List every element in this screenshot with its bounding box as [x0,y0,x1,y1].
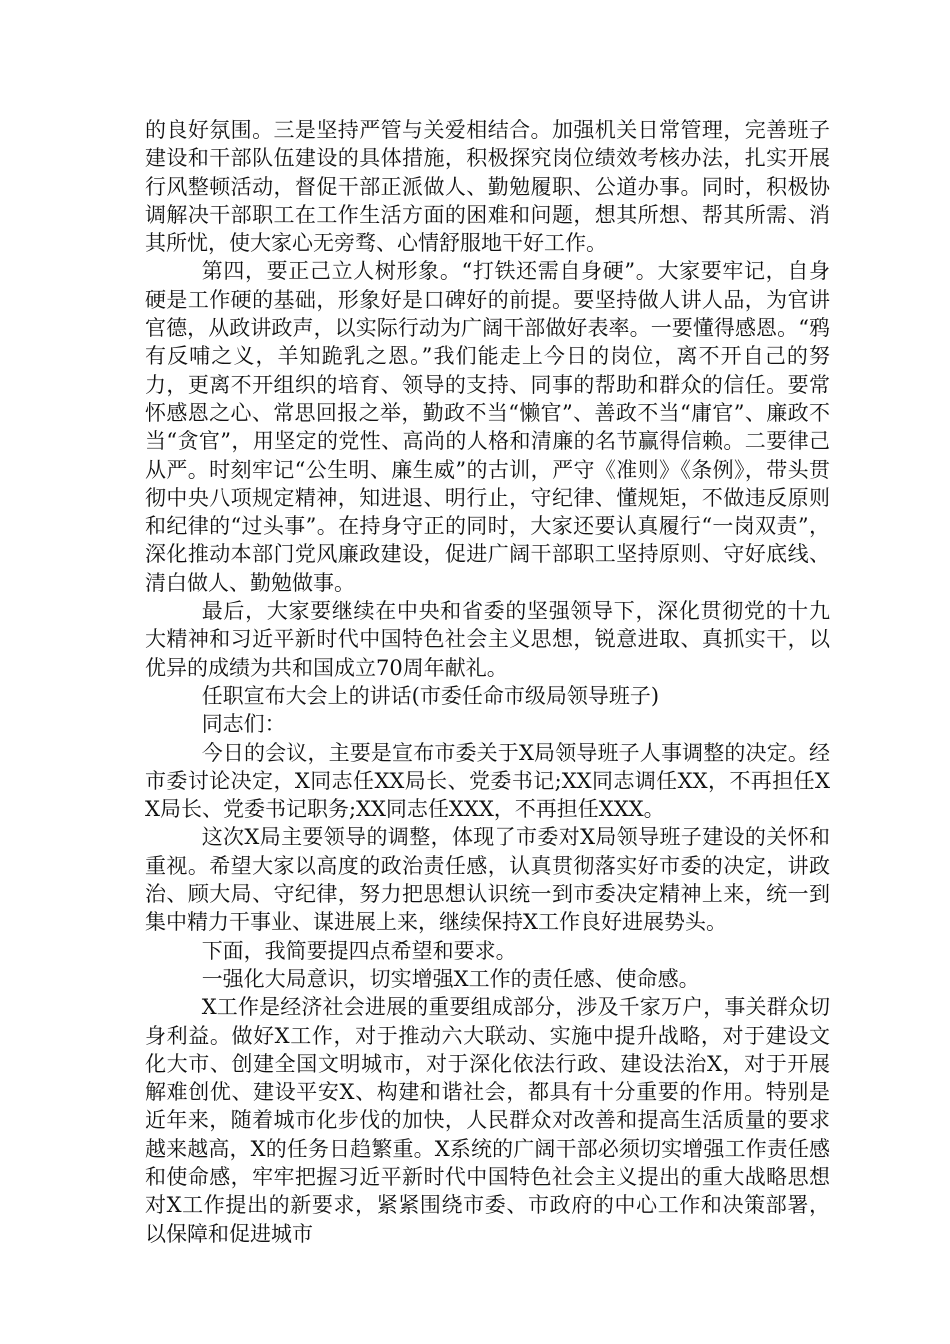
paragraph: 的良好氛围。三是坚持严管与关爱相结合。加强机关日常管理，完善班子建设和干部队伍建设的具体措施，积极探究岗位绩效考核办法，扎实开展行风整顿活动，督促干部正派做人、勤勉履职、公道办事。同时，积极协调解决干部职工在工作生活方面的困难和问题，想其所想、帮其所需、消其所忧，使大家心无旁骛、心情舒服地干好工作。 [145,118,830,256]
document-body [145,116,830,1248]
paragraph: 第四，要正己立人树形象。“打铁还需自身硬”。大家要牢记，自身硬是工作硬的基础，形象好是口碑好的前提。要坚持做人讲人品，为官讲官德，从政讲政声，以实际行动为广阔干部做好表率。一要懂得感恩。“鸦有反哺之义，羊知跪乳之恩。”我们能走上今日的岗位，离不开自己的努力，更离不开组织的培育、领导的支持、同事的帮助和群众的信任。要常怀感恩之心、常思回报之举，勤政不当“懒官”、善政不当“庸官”、廉政不当“贪官”，用坚定的党性、高尚的人格和清廉的名节赢得信赖。二要律己从严。时刻牢记“公生明、廉生威”的古训，严守《准则》《条例》，带头贯彻中央八项规定精神，知进退、明行止，守纪律、懂规矩，不做违反原则和纪律的“过头事”。在持身守正的同时，大家还要认真履行“一岗双责”，深化推动本部门党风廉政建设，促进广阔干部职工坚持原则、守好底线、清白做人、勤勉做事。 [145,259,830,595]
paragraph: 下面，我简要提四点希望和要求。 [201,938,517,963]
paragraph: X工作是经济社会进展的重要组成部分，涉及千家万户，事关群众切身利益。做好X工作，对于推动六大联动、实施中提升战略，对于建设文化大市、创建全国文明城市，对于深化依法行政、建设法治X，对于开展解难创优、建设平安X、构建和谐社会，都具有十分重要的作用。特别是近年来，随着城市化步伐的加快，人民群众对改善和提高生活质量的要求越来越高，X的任务日趋繁重。X系统的广阔干部必须切实增强工作责任感和使命感，牢牢把握习近平新时代中国特色社会主义提出的重大战略思想对X工作提出的新要求，紧紧围绕市委、市政府的中心工作和决策部署，以保障和促进城市 [145,995,830,1246]
speech-title: 任职宣布大会上的讲话(市委任命市级局领导班子) [201,683,660,708]
section-heading: 一强化大局意识，切实增强X工作的责任感、使命感。 [201,966,700,991]
paragraph: 这次X局主要领导的调整，体现了市委对X局领导班子建设的关怀和重视。希望大家以高度的政治责任感，认真贯彻落实好市委的决定，讲政治、顾大局、守纪律，努力把思想认识统一到市委决定精神上来，统一到集中精力干事业、谋进展上来，继续保持X工作良好进展势头。 [145,825,830,935]
paragraph: 今日的会议，主要是宣布市委关于X局领导班子人事调整的决定。经市委讨论决定，X同志任XX局长、党委书记;XX同志调任XX，不再担任XX局长、党委书记职务;XX同志任XXX，不再担任XXX。 [145,740,830,822]
salutation: 同志们： [201,712,286,737]
paragraph: 最后，大家要继续在中央和省委的坚强领导下，深化贯彻党的十九大精神和习近平新时代中国特色社会主义思想，锐意进取、真抓实干，以优异的成绩为共和国成立70周年献礼。 [145,599,830,680]
